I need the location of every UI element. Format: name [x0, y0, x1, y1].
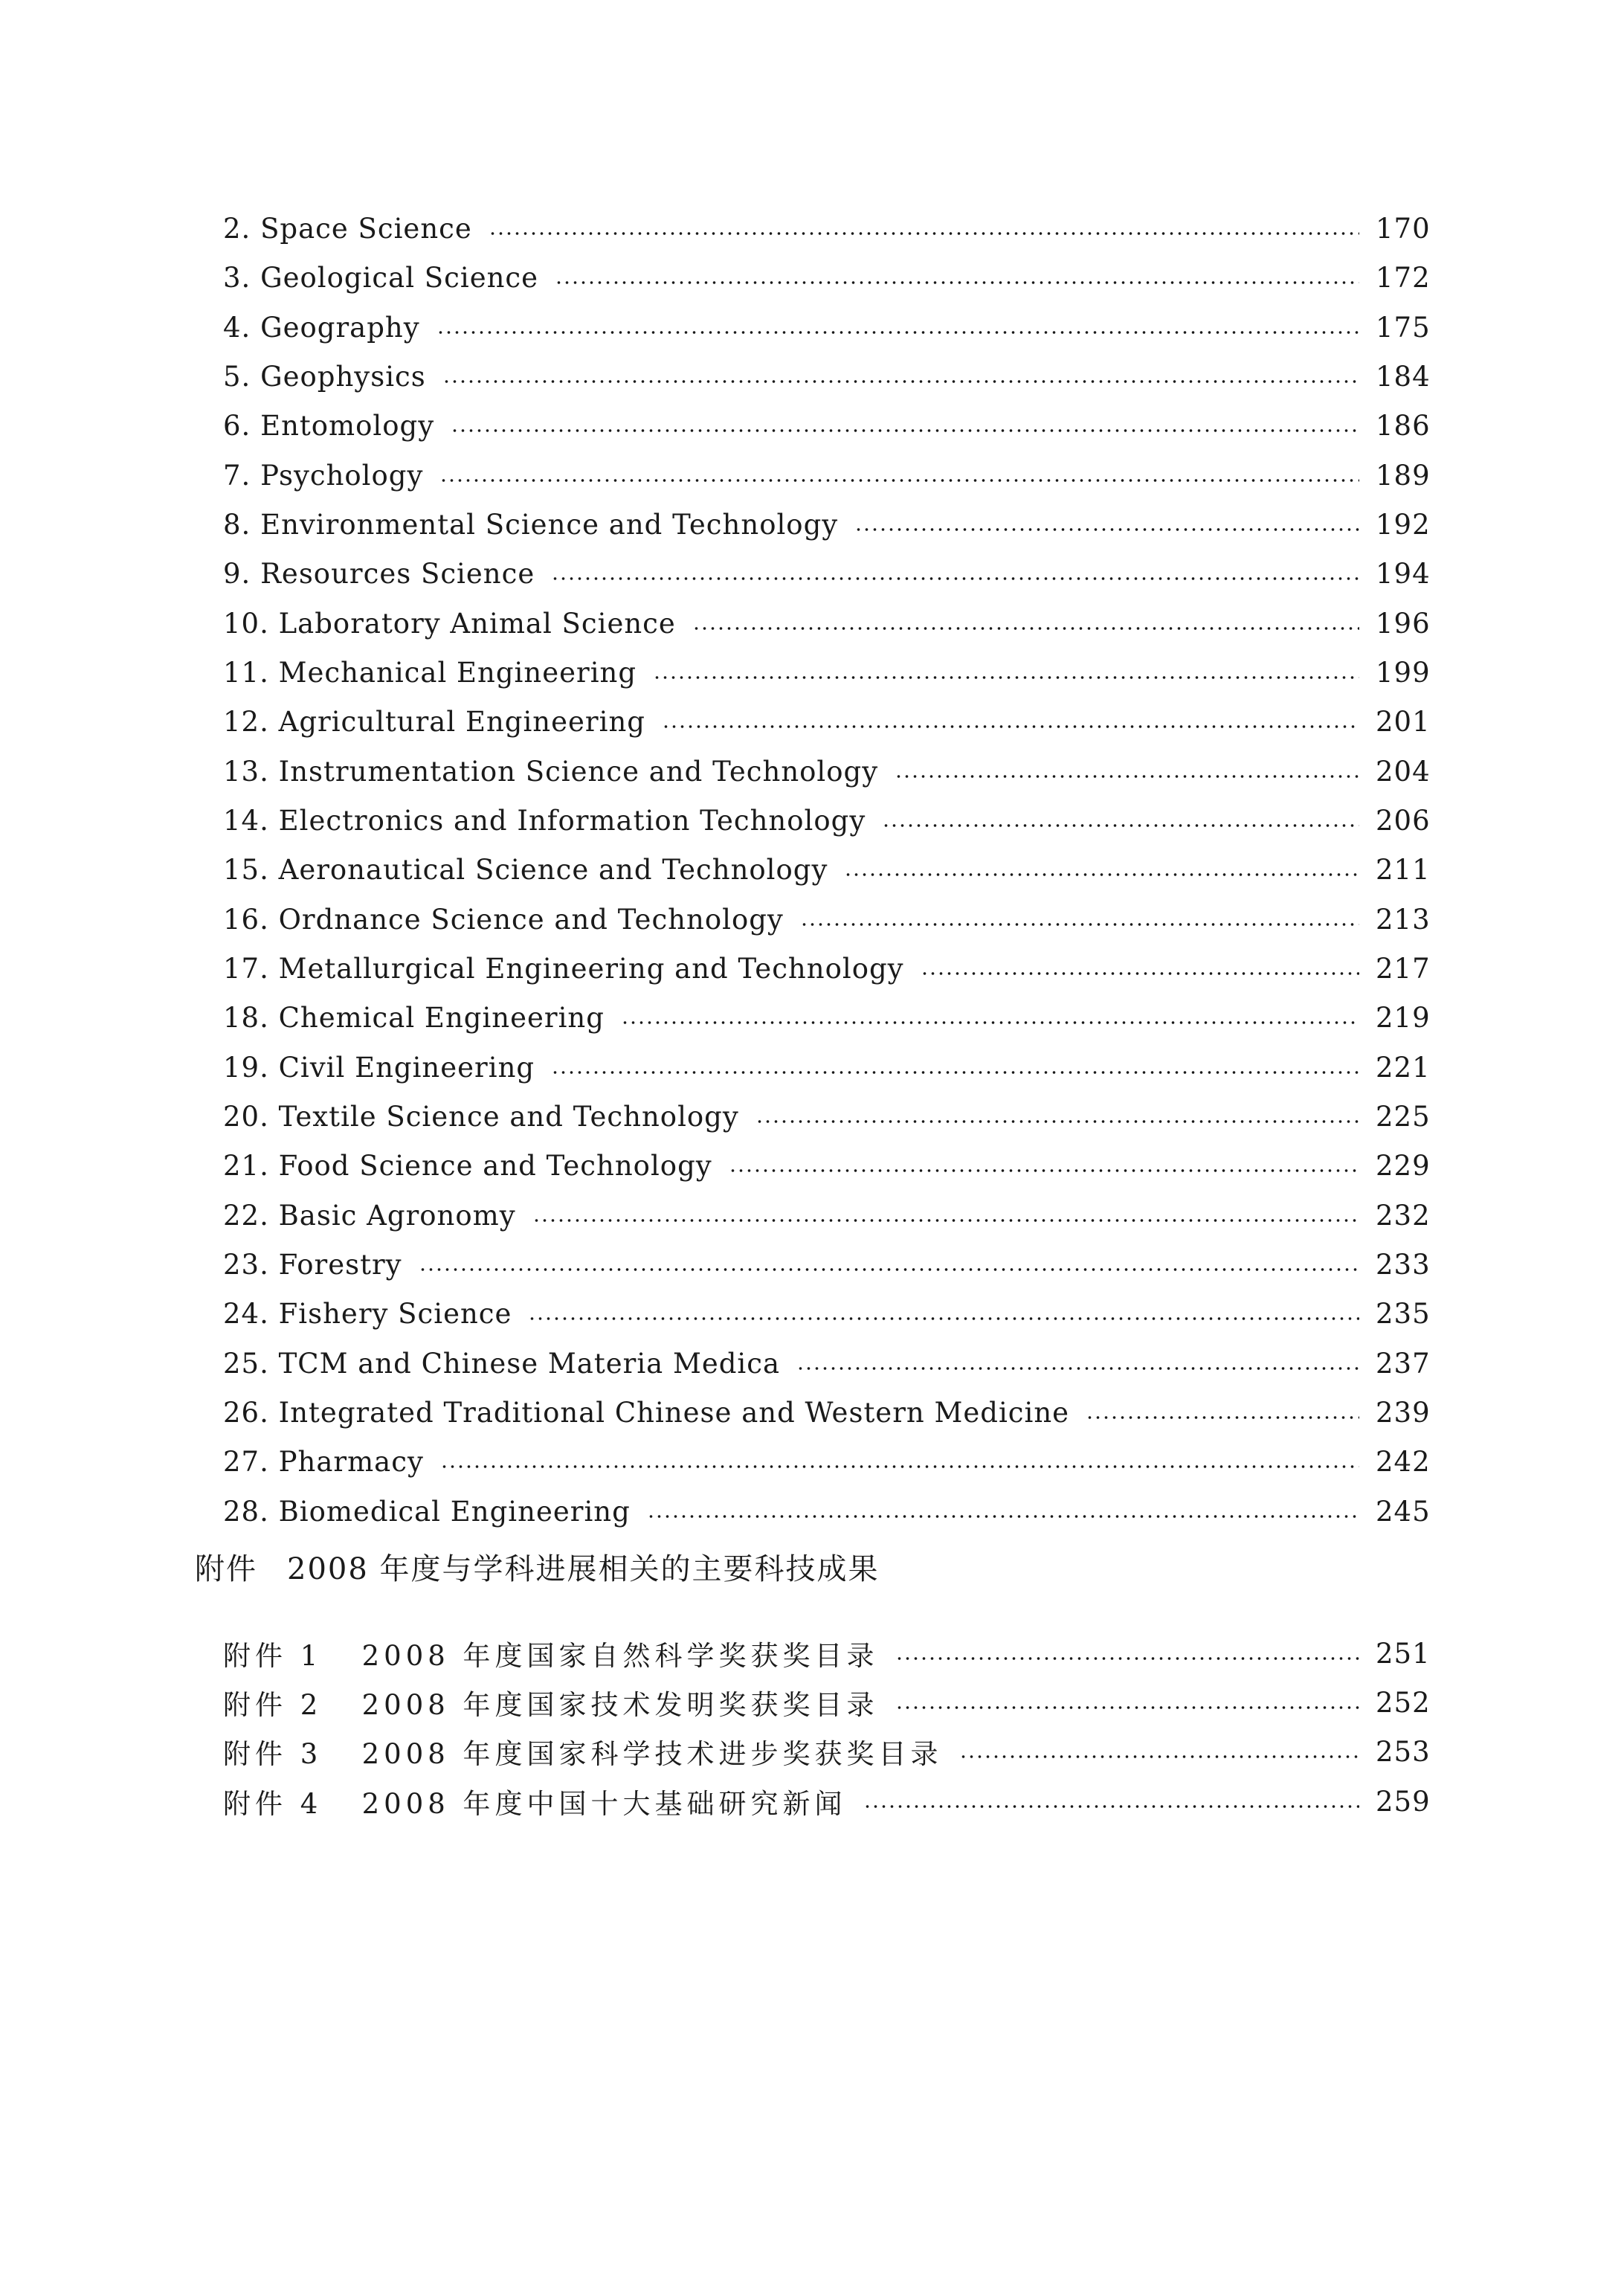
dot-leader: [647, 1514, 1359, 1519]
toc-entry-title: 12. Agricultural Engineering: [223, 705, 645, 738]
toc-entry[interactable]: [223, 895, 1431, 944]
dot-leader: [895, 774, 1359, 779]
dot-leader: [551, 1070, 1359, 1075]
toc-entry-page: 184: [1376, 360, 1431, 393]
toc-entry-page: 196: [1376, 607, 1431, 640]
dot-leader: [528, 1316, 1359, 1321]
appendix-entry-title: [223, 1633, 895, 1673]
toc-entry[interactable]: [223, 1191, 1431, 1240]
appendix-entry-title: [223, 1682, 895, 1722]
dot-leader: [895, 1705, 1359, 1710]
toc-entry-title: 4. Geography: [223, 311, 420, 344]
dot-leader: [442, 379, 1359, 384]
toc-entry-page: 206: [1376, 804, 1431, 837]
toc-entry[interactable]: [223, 1141, 1431, 1190]
dot-leader: [662, 724, 1359, 729]
appendix-entry-title: [223, 1781, 863, 1821]
appendix-entry-text: 2008 年度国家自然科学奖获奖目录: [361, 1640, 879, 1672]
toc-entry-page: 192: [1376, 508, 1431, 541]
toc-entry-page: 242: [1376, 1445, 1431, 1478]
toc-entry[interactable]: [223, 1437, 1431, 1486]
toc-entry[interactable]: [223, 845, 1431, 894]
toc-entry-title: 25. TCM and Chinese Materia Medica: [223, 1347, 781, 1380]
toc-entry[interactable]: [223, 599, 1431, 648]
toc-entry[interactable]: [223, 1092, 1431, 1141]
appendix-entry[interactable]: [223, 1629, 1431, 1678]
toc-entry-page: 233: [1376, 1248, 1431, 1281]
toc-entry-title: 5. Geophysics: [223, 360, 426, 393]
appendix-entry-label: 附件 4: [223, 1788, 323, 1820]
toc-entry-title: 21. Food Science and Technology: [223, 1149, 712, 1182]
toc-entry-title: 24. Fishery Science: [223, 1297, 512, 1330]
appendix-entry-page: 251: [1376, 1637, 1431, 1670]
toc-entry[interactable]: [223, 1339, 1431, 1388]
toc-entry-title: 7. Psychology: [223, 459, 424, 492]
toc-entry[interactable]: [223, 1043, 1431, 1092]
dot-leader: [451, 428, 1359, 433]
toc-entry-title: 13. Instrumentation Science and Technology: [223, 755, 879, 788]
toc-entry-page: 235: [1376, 1297, 1431, 1330]
toc-entry-title: 14. Electronics and Information Technology: [223, 804, 866, 837]
dot-leader: [489, 231, 1359, 236]
toc-entry[interactable]: [223, 1289, 1431, 1338]
dot-leader: [959, 1754, 1359, 1759]
toc-entry[interactable]: [223, 944, 1431, 993]
toc-entry-page: 170: [1376, 212, 1431, 245]
appendix-entry[interactable]: [223, 1678, 1431, 1727]
dot-leader: [863, 1804, 1359, 1809]
appendix-entry-text: 2008 年度国家科学技术进步奖获奖目录: [361, 1738, 943, 1770]
toc-entry-page: 232: [1376, 1199, 1431, 1232]
toc-entry-page: 229: [1376, 1149, 1431, 1182]
dot-leader: [439, 478, 1359, 483]
dot-leader: [895, 1656, 1359, 1661]
toc-entry-page: 237: [1376, 1347, 1431, 1380]
toc-entry[interactable]: [223, 747, 1431, 796]
toc-entry-title: 19. Civil Engineering: [223, 1051, 535, 1084]
appendix-entry-page: 259: [1376, 1785, 1431, 1818]
toc-entry-title: 20. Textile Science and Technology: [223, 1100, 739, 1133]
dot-leader: [755, 1119, 1359, 1124]
appendix-entry-page: 252: [1376, 1686, 1431, 1719]
dot-leader: [729, 1168, 1359, 1173]
toc-entry[interactable]: [223, 500, 1431, 549]
toc-entry-title: 2. Space Science: [223, 212, 472, 245]
toc-entry-title: 15. Aeronautical Science and Technology: [223, 853, 828, 886]
toc-entry-title: 10. Laboratory Animal Science: [223, 607, 676, 640]
dot-leader: [921, 971, 1359, 976]
toc-entry[interactable]: [223, 549, 1431, 598]
toc-entry[interactable]: [223, 401, 1431, 450]
toc-entry[interactable]: [223, 648, 1431, 697]
dot-leader: [653, 675, 1359, 680]
toc-entry[interactable]: [223, 352, 1431, 401]
toc-entry-page: 186: [1376, 409, 1431, 442]
toc-entry[interactable]: [223, 1388, 1431, 1437]
dot-leader: [800, 922, 1359, 927]
appendix-label: 附件: [195, 1552, 257, 1586]
dot-leader: [532, 1218, 1359, 1223]
appendix-entry[interactable]: [223, 1727, 1431, 1776]
toc-entry-title: 18. Chemical Engineering: [223, 1001, 605, 1034]
toc-entry[interactable]: [223, 451, 1431, 500]
dot-leader: [692, 626, 1359, 631]
dot-leader: [1086, 1415, 1359, 1420]
appendix-entry[interactable]: [223, 1777, 1431, 1826]
toc-entry-page: 199: [1376, 656, 1431, 689]
toc-entry-page: 172: [1376, 261, 1431, 294]
appendix-entry-text: 2008 年度国家技术发明奖获奖目录: [361, 1689, 879, 1721]
toc-entry-title: 23. Forestry: [223, 1248, 402, 1281]
toc-entry-page: 225: [1376, 1100, 1431, 1133]
dot-leader: [844, 872, 1359, 877]
toc-entry-page: 211: [1376, 853, 1431, 886]
dot-leader: [551, 576, 1359, 581]
appendix-entry-text: 2008 年度中国十大基础研究新闻: [361, 1788, 847, 1820]
toc-entry[interactable]: [223, 204, 1431, 253]
appendix-heading: [195, 1545, 880, 1588]
toc-entry-title: 9. Resources Science: [223, 557, 535, 590]
toc-entry-title: 28. Biomedical Engineering: [223, 1495, 631, 1528]
dot-leader: [419, 1267, 1359, 1272]
appendix-entry-label: 附件 3: [223, 1738, 323, 1770]
toc-entry[interactable]: [223, 796, 1431, 845]
toc-entry[interactable]: [223, 697, 1431, 746]
dot-leader: [436, 330, 1359, 335]
appendix-entry-label: 附件 2: [223, 1689, 323, 1721]
toc-entry-page: 213: [1376, 903, 1431, 936]
toc-entry[interactable]: [223, 303, 1431, 352]
toc-entry-page: 194: [1376, 557, 1431, 590]
appendix-entry-title: [223, 1731, 959, 1772]
toc-entry-page: 217: [1376, 952, 1431, 985]
toc-entry-title: 26. Integrated Traditional Chinese and Western Medicine: [223, 1396, 1070, 1429]
toc-entry-page: 204: [1376, 755, 1431, 788]
toc-entry-title: 22. Basic Agronomy: [223, 1199, 516, 1232]
toc-entry-title: 6. Entomology: [223, 409, 435, 442]
toc-entry-title: 3. Geological Science: [223, 261, 539, 294]
appendix-title: 2008 年度与学科进展相关的主要科技成果: [287, 1552, 880, 1586]
toc-entry[interactable]: [223, 993, 1431, 1042]
dot-leader: [854, 527, 1359, 532]
toc-entry[interactable]: [223, 1240, 1431, 1289]
dot-leader: [621, 1020, 1359, 1025]
toc-entry[interactable]: [223, 1487, 1431, 1536]
dot-leader: [555, 280, 1359, 285]
appendix-entry-label: 附件 1: [223, 1640, 323, 1672]
toc-entry-page: 201: [1376, 705, 1431, 738]
appendix-entry-page: 253: [1376, 1735, 1431, 1768]
toc-entry-page: 175: [1376, 311, 1431, 344]
dot-leader: [796, 1366, 1359, 1371]
toc-entry-page: 245: [1376, 1495, 1431, 1528]
toc-entry-page: 189: [1376, 459, 1431, 492]
toc-entry-page: 219: [1376, 1001, 1431, 1034]
toc-entry[interactable]: [223, 253, 1431, 302]
dot-leader: [440, 1464, 1359, 1469]
toc-entry-title: 8. Environmental Science and Technology: [223, 508, 839, 541]
toc-entry-title: 17. Metallurgical Engineering and Technology: [223, 952, 904, 985]
dot-leader: [882, 823, 1359, 828]
toc-entry-page: 221: [1376, 1051, 1431, 1084]
toc-entry-title: 27. Pharmacy: [223, 1445, 424, 1478]
toc-entry-page: 239: [1376, 1396, 1431, 1429]
toc-entry-title: 11. Mechanical Engineering: [223, 656, 637, 689]
toc-entry-title: 16. Ordnance Science and Technology: [223, 903, 784, 936]
